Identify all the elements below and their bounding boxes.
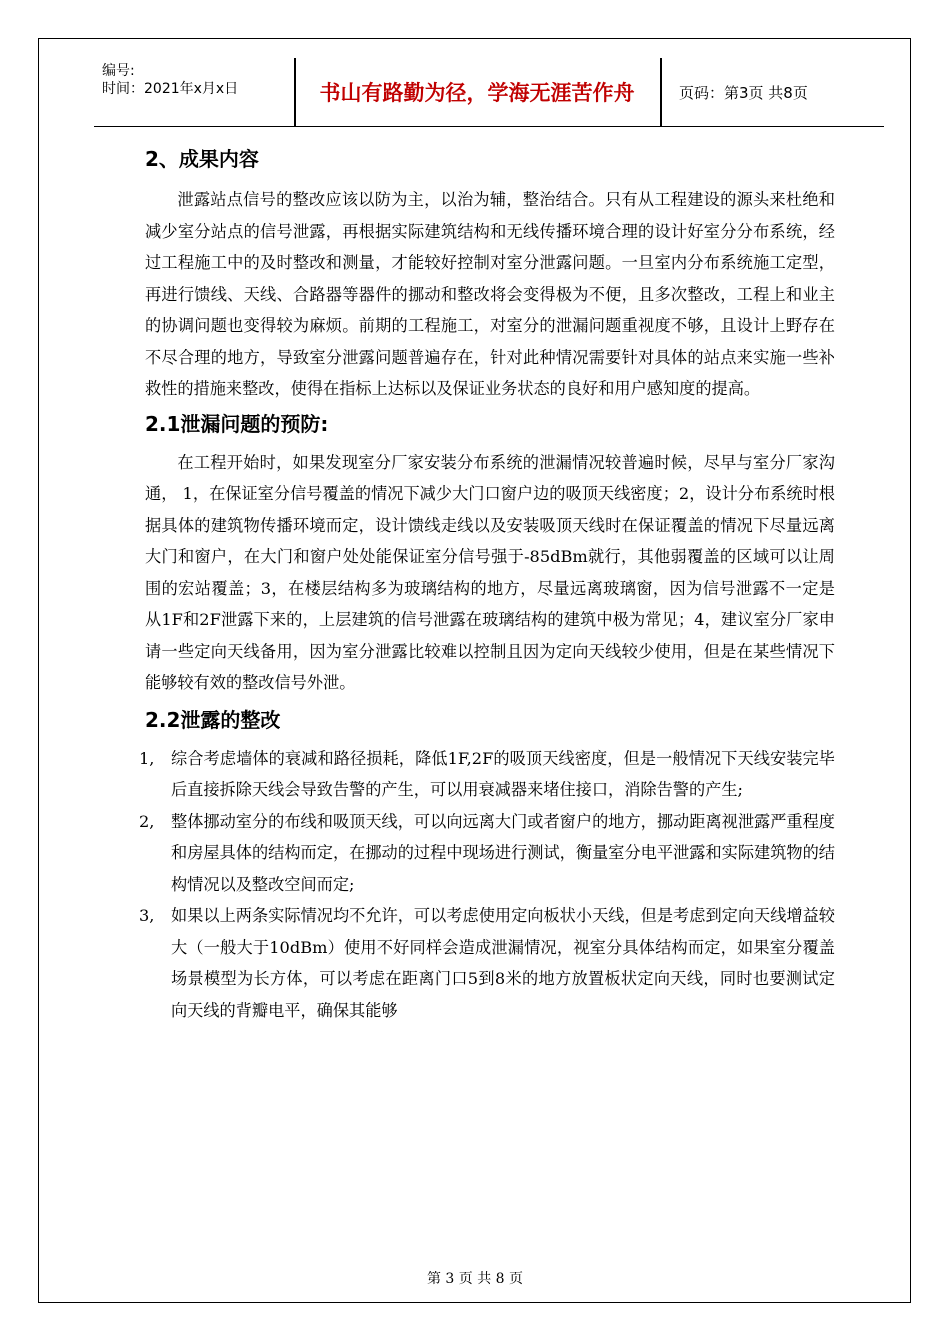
list-item [141, 806, 835, 901]
list-item-text: 综合考虑墙体的衰减和路径损耗，降低1F,2F的吸顶天线密度，但是一般情况下天线安装完毕后直接拆除天线会导致告警的产生，可以用衰减器来堵住接口，消除告警的产生; [171, 748, 835, 799]
list-item [141, 900, 835, 1026]
section-intro: 泄露站点信号的整改应该以防为主，以治为辅，整治结合。只有从工程建设的源头来杜绝和减少室分站点的信号泄露，再根据实际建筑结构和无线传播环境合理的设计好室分分布系统，经过工程施工中的及时整改和测量，才能较好控制对室分泄露问题。一旦室内分布系统施工定型，再进行馈线、天线、合路器等器件的挪动和整改将会变得极为不便，且多次整改，工程上和业主的协调问题也变得较为麻烦。前期的工程施工，对室分的泄漏问题重视度不够，且设计上野存在不尽合理的地方，导致室分泄露问题普遍存在，针对此种情况需要针对具体的站点来实施一些补救性的措施来整改，使得在指标上达标以及保证业务状态的良好和用户感知度的提高。 [145, 190, 835, 398]
header-meta [102, 62, 292, 98]
number-label: 编号: [102, 63, 135, 79]
header-divider [294, 58, 296, 126]
subsection-body-prevention: 在工程开始时，如果发现室分厂家安装分布系统的泄漏情况较普遍时候，尽早与室分厂家沟通， 1，在保证室分信号覆盖的情况下减少大门口窗户边的吸顶天线密度；2，设计分布系统时根据具体的建筑物传播环境而定，设计馈线走线以及安装吸顶天线时在保证覆盖的情况下尽量远离大门和窗户，在大门和窗户处处能保证室分信号强于-85dBm就行，其他弱覆盖的区域可以让周围的宏站覆盖；3，在楼层结构多为玻璃结构的地方，尽量远离玻璃窗，因为信号泄露不一定是从1F和2F泄露下来的，上层建筑的信号泄露在玻璃结构的建筑中极为常见；4，建议室分厂家申请一些定向天线备用，因为室分泄露比较难以控制且因为定向天线较少使用，但是在某些情况下能够较有效的整改信号外泄。 [145, 452, 835, 692]
subsection-title-rectification: 2.2泄露的整改 [145, 707, 281, 732]
list-item-number: 3, [139, 906, 155, 925]
page-footer: 第 3 页 共 8 页 [426, 1271, 524, 1287]
header-divider [660, 58, 662, 126]
document-body [139, 142, 835, 1026]
list-item-text: 如果以上两条实际情况均不允许，可以考虑使用定向板状小天线，但是考虑到定向天线增益较大（一般大于10dBm）使用不好同样会造成泄漏情况，视室分具体结构而定，如果室分覆盖场景模型为长方体，可以考虑在距离门口5到8米的地方放置板状定向天线，同时也要测试定向天线的背瓣电平，确保其能够 [171, 906, 835, 1020]
list-item-text: 整体挪动室分的布线和吸顶天线，可以向远离大门或者窗户的地方，挪动距离视泄露严重程度和房屋具体的结构而定，在挪动的过程中现场进行测试，衡量室分电平泄露和实际建筑物的结构情况以及整改空间而定; [171, 811, 835, 894]
header-page-info: 页码：第3页 共8页 [679, 83, 808, 102]
time-label: 时间：2021年x月x日 [102, 81, 239, 97]
section-title: 2、成果内容 [145, 147, 259, 171]
list-item-number: 2, [139, 811, 155, 831]
header-motto: 书山有路勤为径，学海无涯苦作舟 [319, 81, 635, 105]
page-header [94, 58, 884, 127]
list-item-number: 1, [139, 748, 155, 768]
list-item [141, 743, 835, 806]
rectification-list [141, 743, 835, 1027]
subsection-title-prevention: 2.1泄漏问题的预防: [145, 411, 329, 436]
